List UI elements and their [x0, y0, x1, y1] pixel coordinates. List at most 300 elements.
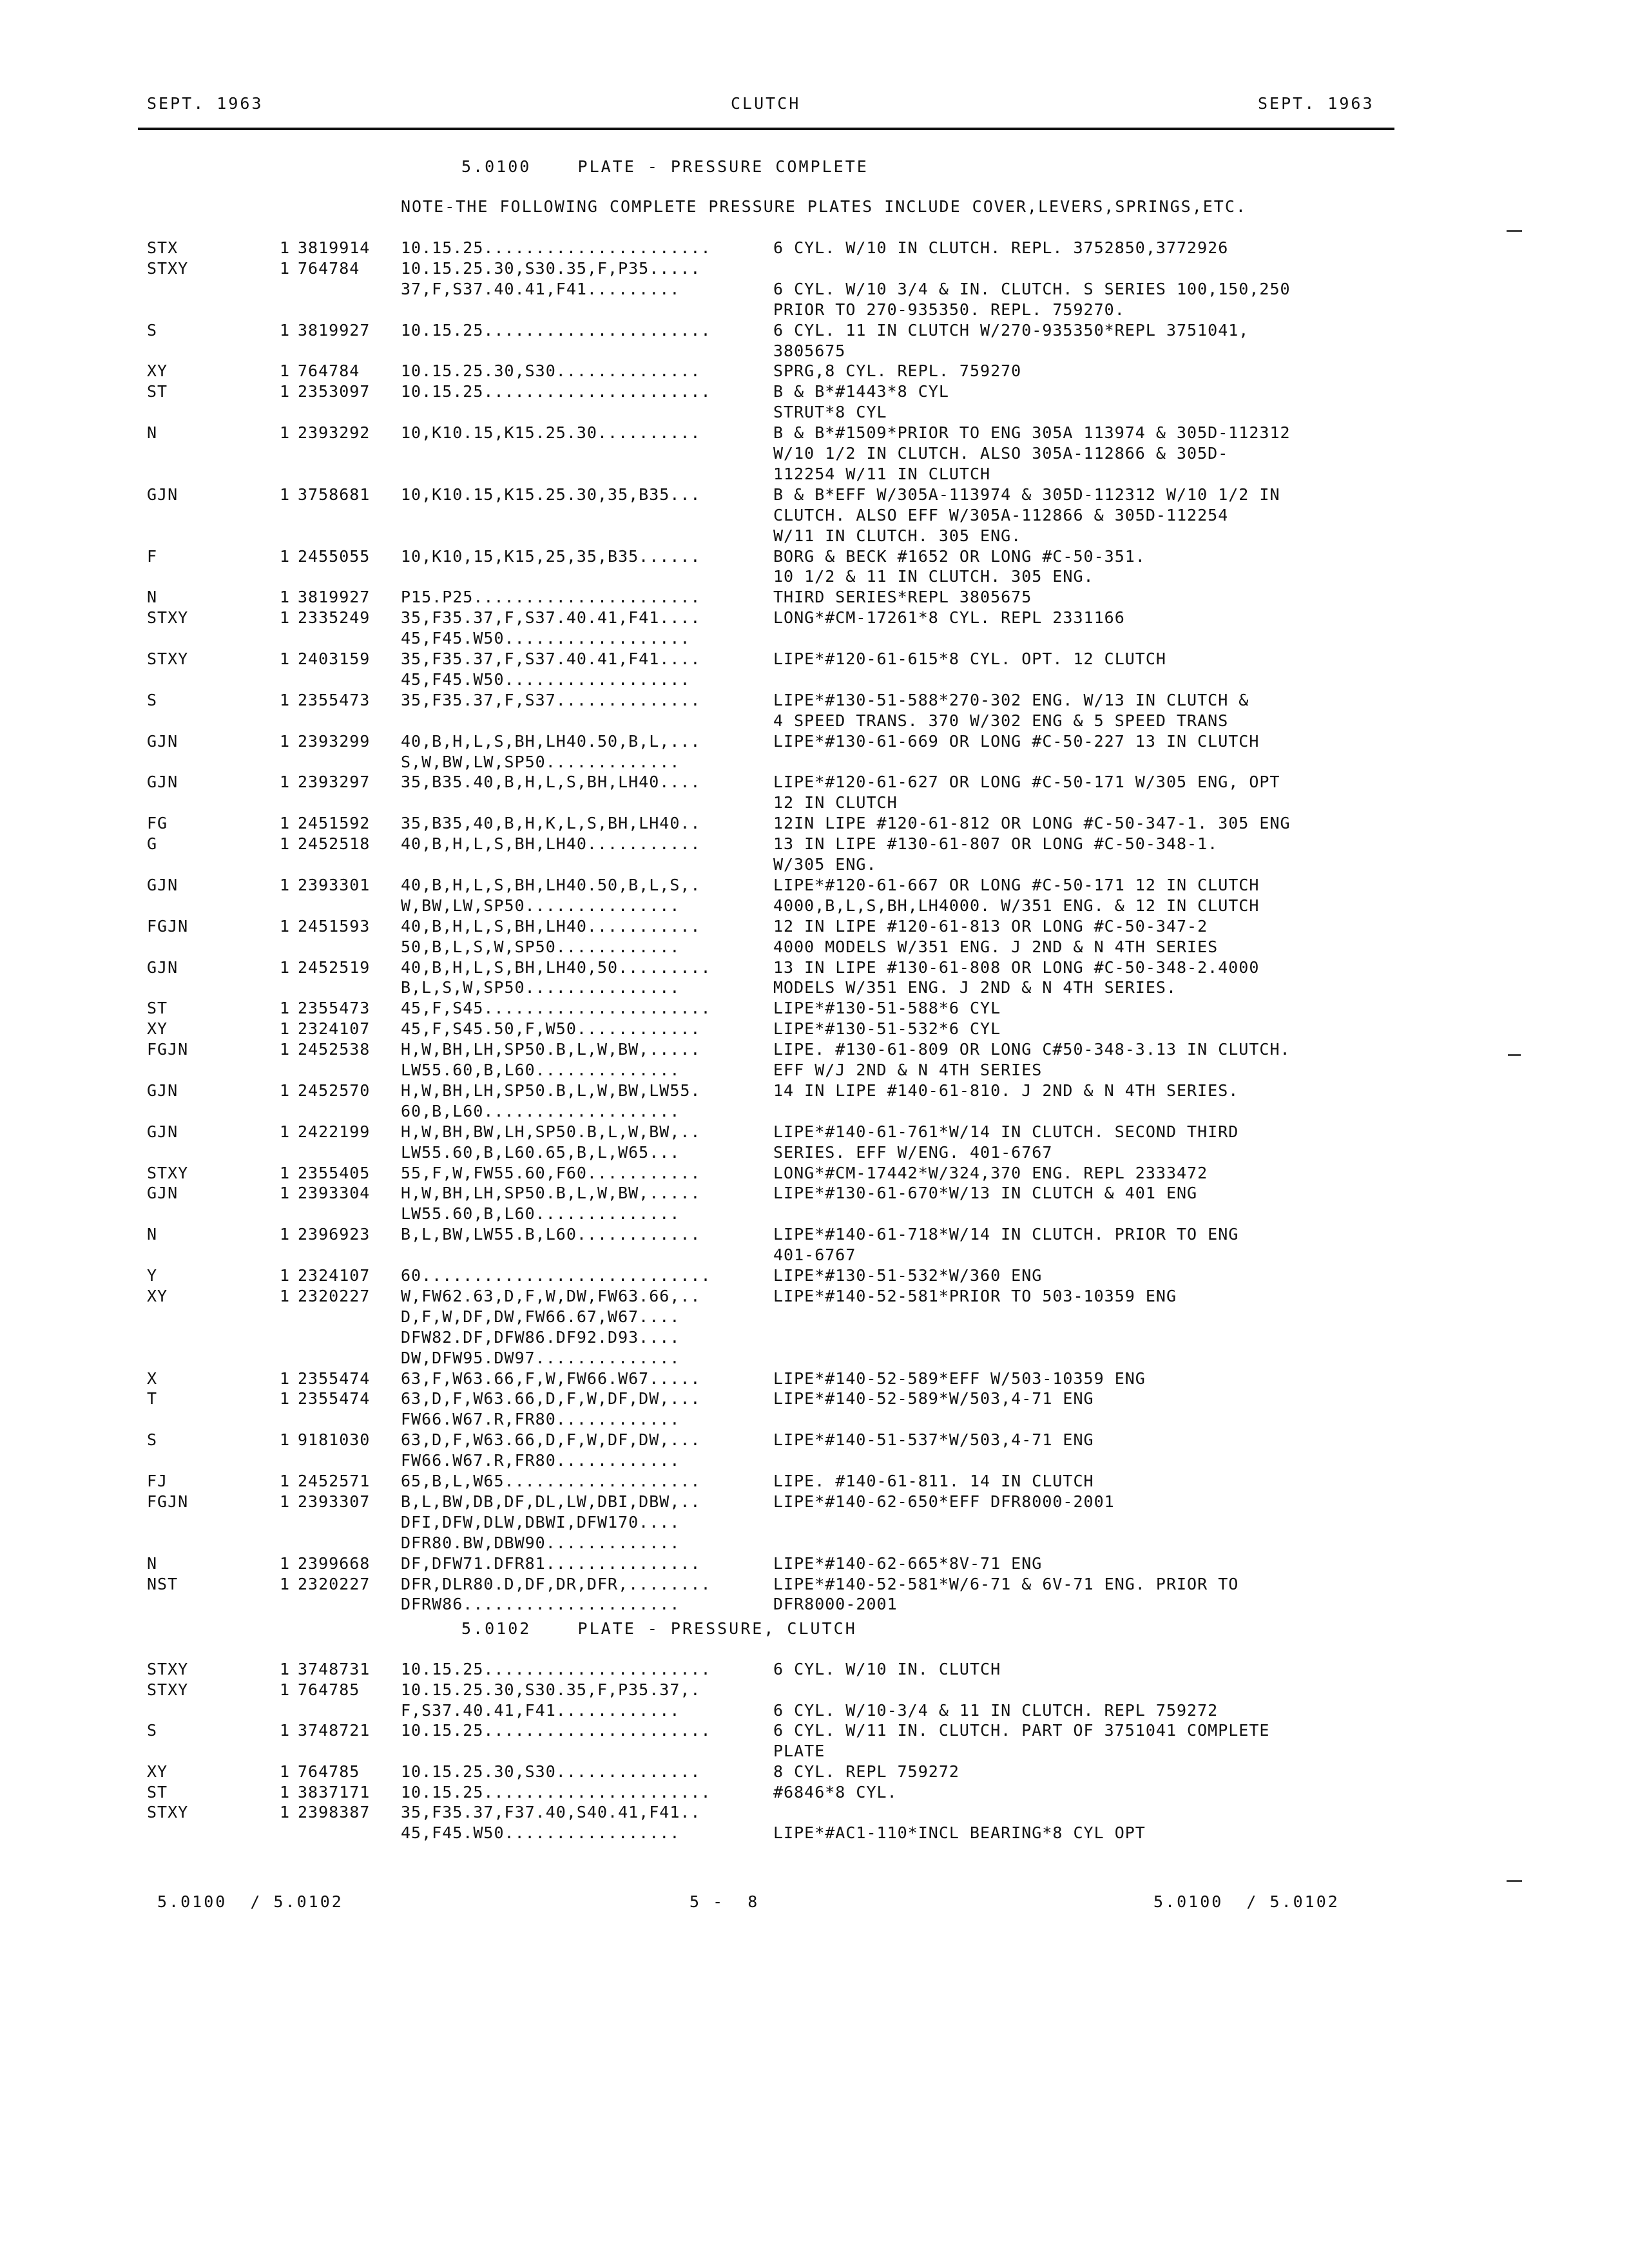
table-row	[0, 444, 1629, 465]
series-code: STXY	[147, 258, 189, 278]
description: 6 CYL. W/11 IN. CLUTCH. PART OF 3751041 COMPLETE	[773, 1721, 1270, 1740]
application: W,BW,LW,SP50...............	[401, 896, 680, 915]
series-code: XY	[147, 1286, 168, 1305]
quantity: 1	[280, 320, 291, 340]
part-number: 2393297	[298, 773, 371, 792]
margin-mark	[1507, 1880, 1522, 1882]
table-row	[0, 1823, 1629, 1844]
series-code: XY	[147, 1019, 168, 1039]
part-number: 2324107	[298, 1019, 371, 1039]
application: DFR80.BW,DBW90.............	[401, 1533, 680, 1552]
description: LONG*#CM-17442*W/324,370 ENG. REPL 2333472	[773, 1163, 1208, 1182]
application: 10.15.25......................	[401, 1721, 711, 1740]
application: 63,D,F,W63.66,D,F,W,DF,DW,...	[401, 1430, 701, 1450]
description: 6 CYL. W/10 3/4 & IN. CLUTCH. S SERIES 100,150,250	[773, 279, 1291, 298]
quantity: 1	[280, 1389, 291, 1408]
part-number: 2355474	[298, 1389, 371, 1408]
application: LW55.60,B,L60..............	[401, 1061, 680, 1079]
table-row	[0, 567, 1629, 588]
quantity: 1	[280, 1553, 291, 1573]
table-row	[0, 547, 1629, 568]
part-number: 3819927	[298, 588, 371, 607]
quantity: 1	[280, 731, 291, 751]
footer-section-right: 5.0100 / 5.0102	[1153, 1892, 1340, 1911]
description: 13 IN LIPE #130-61-808 OR LONG #C-50-348-2.4000	[773, 957, 1260, 977]
margin-mark	[1507, 230, 1522, 232]
application: 60,B,L60...................	[401, 1101, 680, 1120]
quantity: 1	[280, 649, 291, 668]
application: P15.P25......................	[401, 588, 701, 607]
series-code: STXY	[147, 608, 189, 628]
part-number: 764785	[298, 1762, 360, 1781]
description: EFF W/J 2ND & N 4TH SERIES	[773, 1061, 1043, 1079]
part-number: 2452518	[298, 834, 371, 854]
description: W/11 IN CLUTCH. 305 ENG.	[773, 526, 1022, 545]
table-row	[0, 1061, 1629, 1081]
table-row	[0, 1245, 1629, 1266]
description: LIPE*#140-52-589*EFF W/503-10359 ENG	[773, 1369, 1146, 1388]
table-row	[0, 1513, 1629, 1533]
quantity: 1	[280, 382, 291, 401]
description: STRUT*8 CYL	[773, 403, 887, 422]
footer-page-number: 5 - 8	[689, 1892, 760, 1911]
series-code: NST	[147, 1574, 178, 1593]
table-row	[0, 588, 1629, 608]
quantity: 1	[280, 834, 291, 854]
application: LW55.60,B,L60..............	[401, 1204, 680, 1224]
quantity: 1	[280, 1803, 291, 1822]
application: 45,F45.W50.................	[401, 1823, 680, 1842]
quantity: 1	[280, 1225, 291, 1244]
part-number: 2355405	[298, 1163, 371, 1182]
description: LIPE*#140-61-761*W/14 IN CLUTCH. SECOND THIRD	[773, 1122, 1239, 1141]
description: W/305 ENG.	[773, 855, 877, 874]
series-code: XY	[147, 361, 168, 381]
description: DFR8000-2001	[773, 1595, 898, 1614]
table-row	[0, 1742, 1629, 1762]
table-row	[0, 1122, 1629, 1143]
application: 40,B,H,L,S,BH,LH40.50,B,L,S,.	[401, 875, 701, 894]
table-row	[0, 465, 1629, 485]
part-number: 2452570	[298, 1081, 371, 1100]
table-row	[0, 1328, 1629, 1349]
table-row	[0, 711, 1629, 732]
application: DW,DFW95.DW97..............	[401, 1348, 680, 1367]
table-row	[0, 1389, 1629, 1410]
description: 13 IN LIPE #130-61-807 OR LONG #C-50-348-1.	[773, 834, 1219, 854]
description: LIPE*#130-51-532*6 CYL	[773, 1019, 1001, 1039]
quantity: 1	[280, 690, 291, 709]
application: H,W,BH,LH,SP50.B,L,W,BW,.....	[401, 1040, 701, 1059]
part-number: 2452519	[298, 957, 371, 977]
table-row	[0, 1472, 1629, 1492]
table-row	[0, 1143, 1629, 1164]
quantity: 1	[280, 1040, 291, 1059]
table-row	[0, 608, 1629, 629]
application: DFR,DLR80.D,DF,DR,DFR,........	[401, 1574, 711, 1593]
description: LIPE. #140-61-811. 14 IN CLUTCH	[773, 1472, 1094, 1490]
quantity: 1	[280, 1782, 291, 1802]
description: B & B*EFF W/305A-113974 & 305D-112312 W/10 1/2 IN	[773, 485, 1280, 504]
application: 35,B35,40,B,H,K,L,S,BH,LH40..	[401, 814, 701, 833]
quantity: 1	[280, 1081, 291, 1100]
series-code: ST	[147, 382, 168, 401]
series-code: GJN	[147, 957, 178, 977]
quantity: 1	[280, 238, 291, 257]
series-code: STXY	[147, 1680, 189, 1699]
quantity: 1	[280, 814, 291, 833]
series-code: X	[147, 1369, 158, 1388]
table-row	[0, 506, 1629, 526]
series-code: S	[147, 1721, 158, 1740]
application: LW55.60,B,L60.65,B,L,W65...	[401, 1142, 680, 1162]
description: LIPE*#130-51-588*270-302 ENG. W/13 IN CLUTCH &	[773, 690, 1249, 709]
application: 50,B,L,S,W,SP50............	[401, 937, 680, 956]
table-row	[0, 1783, 1629, 1803]
part-number: 2355473	[298, 690, 371, 709]
series-code: S	[147, 690, 158, 709]
description: 8 CYL. REPL 759272	[773, 1762, 959, 1781]
part-number: 2393307	[298, 1492, 371, 1511]
part-number: 2451593	[298, 916, 371, 936]
part-number: 2455055	[298, 546, 371, 566]
table-row	[0, 670, 1629, 691]
part-number: 764784	[298, 258, 360, 278]
application: B,L,BW,DB,DF,DL,LW,DBI,DBW,..	[401, 1492, 701, 1511]
quantity: 1	[280, 1019, 291, 1039]
table-row	[0, 1369, 1629, 1390]
part-number: 3837171	[298, 1782, 371, 1802]
table-row	[0, 937, 1629, 958]
application: 35,F35.37,F,S37..............	[401, 690, 701, 709]
part-number: 2393301	[298, 875, 371, 894]
part-number: 2355473	[298, 999, 371, 1018]
application: 40,B,H,L,S,BH,LH40.50,B,L,...	[401, 731, 701, 751]
description: LIPE*#140-62-650*EFF DFR8000-2001	[773, 1492, 1115, 1511]
quantity: 1	[280, 1762, 291, 1781]
quantity: 1	[280, 1184, 291, 1203]
description: CLUTCH. ALSO EFF W/305A-112866 & 305D-112254	[773, 505, 1229, 524]
description: LIPE*#140-61-718*W/14 IN CLUTCH. PRIOR TO ENG	[773, 1225, 1239, 1244]
description: LIPE*#140-51-537*W/503,4-71 ENG	[773, 1430, 1094, 1450]
table-row	[0, 1164, 1629, 1184]
table-row	[0, 1451, 1629, 1472]
application: DFW82.DF,DFW86.DF92.D93....	[401, 1327, 680, 1347]
application: 10.15.25......................	[401, 382, 711, 401]
quantity: 1	[280, 258, 291, 278]
description: MODELS W/351 ENG. J 2ND & N 4TH SERIES.	[773, 978, 1177, 997]
description: B & B*#1509*PRIOR TO ENG 305A 113974 & 305D-112312	[773, 423, 1291, 443]
table-row	[0, 1554, 1629, 1575]
part-number: 2451592	[298, 814, 371, 833]
part-number: 2393292	[298, 423, 371, 443]
part-number: 764785	[298, 1680, 360, 1699]
table-row	[0, 1680, 1629, 1701]
quantity: 1	[280, 1492, 291, 1511]
application: 65,B,L,W65...................	[401, 1472, 701, 1490]
description: LIPE*#130-61-669 OR LONG #C-50-227 13 IN CLUTCH	[773, 731, 1260, 751]
description: LIPE*#130-61-670*W/13 IN CLUTCH & 401 ENG	[773, 1184, 1198, 1203]
description: LIPE*#130-51-588*6 CYL	[773, 999, 1001, 1018]
application: 10,K10.15,K15.25.30,35,B35...	[401, 485, 701, 504]
series-code: G	[147, 834, 158, 854]
quantity: 1	[280, 1286, 291, 1305]
application: H,W,BH,BW,LH,SP50.B,L,W,BW,..	[401, 1122, 701, 1141]
part-number: 3748731	[298, 1660, 371, 1678]
table-row	[0, 732, 1629, 753]
description: LIPE*#120-61-615*8 CYL. OPT. 12 CLUTCH	[773, 649, 1166, 668]
application: 35,F35.37,F,S37.40.41,F41....	[401, 649, 701, 668]
application: 10.15.25......................	[401, 238, 711, 257]
application: FW66.W67.R,FR80............	[401, 1451, 680, 1470]
header-section-title: CLUTCH	[731, 94, 801, 113]
series-code: Y	[147, 1266, 158, 1285]
series-code: N	[147, 423, 158, 443]
series-code: GJN	[147, 485, 178, 504]
table-row	[0, 1533, 1629, 1554]
table-row	[0, 1225, 1629, 1245]
table-row	[0, 259, 1629, 280]
table-row	[0, 1102, 1629, 1122]
series-code: N	[147, 588, 158, 607]
description: 6 CYL. W/10-3/4 & 11 IN CLUTCH. REPL 759272	[773, 1700, 1219, 1720]
description: 12 IN CLUTCH	[773, 793, 898, 812]
series-code: FGJN	[147, 1040, 189, 1059]
table-row	[0, 1575, 1629, 1595]
series-code: N	[147, 1225, 158, 1244]
series-code: FGJN	[147, 1492, 189, 1511]
part-number: 2393304	[298, 1184, 371, 1203]
application: F,S37.40.41,F41............	[401, 1700, 680, 1720]
description: PLATE	[773, 1742, 825, 1760]
part-number: 2335249	[298, 608, 371, 628]
table-row	[0, 1307, 1629, 1328]
table-row	[0, 834, 1629, 855]
header-rule	[138, 128, 1394, 130]
series-code: T	[147, 1389, 158, 1408]
application: 35,F35.37,F,S37.40.41,F41....	[401, 608, 701, 628]
table-row	[0, 691, 1629, 711]
section-5-0102-title: 5.0102 PLATE - PRESSURE, CLUTCH	[461, 1619, 857, 1638]
section-5-0100-title: 5.0100 PLATE - PRESSURE COMPLETE	[461, 157, 869, 176]
application: 37,F,S37.40.41,F41.........	[401, 279, 680, 298]
part-number: 3748721	[298, 1721, 371, 1740]
table-row	[0, 649, 1629, 670]
quantity: 1	[280, 588, 291, 607]
series-code: N	[147, 1553, 158, 1573]
part-number: 2320227	[298, 1574, 371, 1593]
series-code: ST	[147, 1782, 168, 1802]
description: 14 IN LIPE #140-61-810. J 2ND & N 4TH SERIES.	[773, 1081, 1239, 1100]
table-row	[0, 793, 1629, 814]
description: THIRD SERIES*REPL 3805675	[773, 588, 1032, 607]
description: 401-6767	[773, 1245, 856, 1265]
table-row	[0, 958, 1629, 979]
table-row	[0, 1081, 1629, 1102]
table-row	[0, 1349, 1629, 1369]
description: LIPE. #130-61-809 OR LONG C#50-348-3.13 IN CLUTCH.	[773, 1040, 1291, 1059]
series-code: FJ	[147, 1472, 168, 1490]
quantity: 1	[280, 423, 291, 443]
quantity: 1	[280, 1266, 291, 1285]
quantity: 1	[280, 999, 291, 1018]
quantity: 1	[280, 875, 291, 894]
part-number: 2396923	[298, 1225, 371, 1244]
header-date-left: SEPT. 1963	[147, 94, 264, 113]
part-number: 3758681	[298, 485, 371, 504]
application: DFI,DFW,DLW,DBWI,DFW170....	[401, 1512, 680, 1532]
table-row	[0, 382, 1629, 403]
description: B & B*#1443*8 CYL	[773, 382, 949, 401]
application: 10.15.25.30,S30..............	[401, 361, 701, 381]
part-number: 3819927	[298, 320, 371, 340]
part-number: 764784	[298, 361, 360, 381]
part-number: 2320227	[298, 1286, 371, 1305]
application: FW66.W67.R,FR80............	[401, 1410, 680, 1429]
table-row	[0, 1803, 1629, 1823]
description: #6846*8 CYL.	[773, 1782, 898, 1802]
quantity: 1	[280, 361, 291, 381]
series-code: FG	[147, 814, 168, 833]
application: 63,D,F,W63.66,D,F,W,DF,DW,...	[401, 1389, 701, 1408]
table-row	[0, 280, 1629, 300]
description: LONG*#CM-17261*8 CYL. REPL 2331166	[773, 608, 1125, 628]
table-row	[0, 1266, 1629, 1287]
part-number: 3819914	[298, 238, 371, 257]
application: 63,F,W63.66,F,W,FW66.W67.....	[401, 1369, 701, 1388]
application: 45,F,S45.50,F,W50............	[401, 1019, 701, 1039]
series-code: STXY	[147, 1163, 189, 1182]
footer-section-left: 5.0100 / 5.0102	[157, 1892, 343, 1911]
series-code: XY	[147, 1762, 168, 1781]
table-row	[0, 1595, 1629, 1615]
quantity: 1	[280, 546, 291, 566]
application: 35,F35.37,F37.40,S40.41,F41..	[401, 1803, 701, 1822]
application: S,W,BW,LW,SP50.............	[401, 752, 680, 771]
series-code: GJN	[147, 731, 178, 751]
part-number: 2398387	[298, 1803, 371, 1822]
quantity: 1	[280, 1721, 291, 1740]
quantity: 1	[280, 1472, 291, 1490]
description: 4 SPEED TRANS. 370 W/302 ENG & 5 SPEED TRANS	[773, 711, 1229, 730]
description: SERIES. EFF W/ENG. 401-6767	[773, 1142, 1053, 1162]
part-number: 2399668	[298, 1553, 371, 1573]
quantity: 1	[280, 1660, 291, 1678]
table-row	[0, 896, 1629, 917]
table-row	[0, 1721, 1629, 1742]
application: 10.15.25.30,S30..............	[401, 1762, 701, 1781]
table-row	[0, 1204, 1629, 1225]
table-row	[0, 876, 1629, 896]
quantity: 1	[280, 1430, 291, 1450]
description: PRIOR TO 270-935350. REPL. 759270.	[773, 300, 1125, 319]
application: H,W,BH,LH,SP50.B,L,W,BW,.....	[401, 1184, 701, 1203]
application: 45,F45.W50..................	[401, 629, 691, 648]
application: 10,K10.15,K15.25.30..........	[401, 423, 701, 443]
application: 10.15.25......................	[401, 1782, 711, 1802]
series-code: GJN	[147, 1081, 178, 1100]
description: 12 IN LIPE #120-61-813 OR LONG #C-50-347-2	[773, 916, 1208, 936]
application: DF,DFW71.DFR81...............	[401, 1553, 701, 1573]
quantity: 1	[280, 485, 291, 504]
application: 40,B,H,L,S,BH,LH40...........	[401, 834, 701, 854]
header-date-right: SEPT. 1963	[1258, 94, 1374, 113]
application: B,L,BW,LW55.B,L60............	[401, 1225, 701, 1244]
table-row	[0, 1410, 1629, 1430]
table-row	[0, 423, 1629, 444]
table-row	[0, 526, 1629, 547]
table-row	[0, 999, 1629, 1019]
margin-mark	[1508, 1054, 1521, 1056]
part-number: 2393299	[298, 731, 371, 751]
quantity: 1	[280, 1122, 291, 1141]
description: 4000 MODELS W/351 ENG. J 2ND & N 4TH SERIES	[773, 937, 1219, 956]
table-row	[0, 814, 1629, 834]
table-row	[0, 1430, 1629, 1451]
series-code: ST	[147, 999, 168, 1018]
application: 45,F,S45......................	[401, 999, 711, 1018]
description: LIPE*#140-52-581*PRIOR TO 503-10359 ENG	[773, 1286, 1177, 1305]
table-row	[0, 1287, 1629, 1307]
part-number: 2324107	[298, 1266, 371, 1285]
series-code: GJN	[147, 1122, 178, 1141]
application: 10,K10,15,K15,25,35,B35......	[401, 546, 701, 566]
table-row	[0, 855, 1629, 876]
application: W,FW62.63,D,F,W,DW,FW63.66,..	[401, 1286, 701, 1305]
table-row	[0, 629, 1629, 649]
series-code: STXY	[147, 649, 189, 668]
description: SPRG,8 CYL. REPL. 759270	[773, 361, 1022, 381]
part-number: 9181030	[298, 1430, 371, 1450]
description: 6 CYL. W/10 IN. CLUTCH	[773, 1660, 1001, 1678]
application: 10.15.25.30,S30.35,F,P35.....	[401, 258, 701, 278]
table-row	[0, 403, 1629, 423]
table-row	[0, 1660, 1629, 1680]
section-5-0100-note: NOTE-THE FOLLOWING COMPLETE PRESSURE PLATES INCLUDE COVER,LEVERS,SPRINGS,ETC.	[401, 197, 1247, 216]
application: 60............................	[401, 1266, 711, 1285]
table-row	[0, 773, 1629, 793]
table-row	[0, 238, 1629, 259]
application: B,L,S,W,SP50...............	[401, 978, 680, 997]
application: DFRW86.....................	[401, 1595, 680, 1614]
series-code: STX	[147, 238, 178, 257]
description: W/10 1/2 IN CLUTCH. ALSO 305A-112866 & 305D-	[773, 444, 1229, 463]
description: 10 1/2 & 11 IN CLUTCH. 305 ENG.	[773, 567, 1094, 586]
series-code: S	[147, 320, 158, 340]
table-row	[0, 978, 1629, 999]
part-number: 2403159	[298, 649, 371, 668]
table-row	[0, 341, 1629, 362]
description: 3805675	[773, 341, 846, 360]
table-row	[0, 1184, 1629, 1204]
description: LIPE*#120-61-627 OR LONG #C-50-171 W/305 ENG, OPT	[773, 773, 1280, 792]
part-number: 2452571	[298, 1472, 371, 1490]
part-number: 2452538	[298, 1040, 371, 1059]
application: 40,B,H,L,S,BH,LH40,50.........	[401, 957, 711, 977]
table-row	[0, 1019, 1629, 1040]
description: LIPE*#120-61-667 OR LONG #C-50-171 12 IN CLUTCH	[773, 875, 1260, 894]
series-code: STXY	[147, 1803, 189, 1822]
table-row	[0, 321, 1629, 341]
part-number: 2422199	[298, 1122, 371, 1141]
series-code: F	[147, 546, 158, 566]
part-number: 2355474	[298, 1369, 371, 1388]
description: LIPE*#AC1-110*INCL BEARING*8 CYL OPT	[773, 1823, 1146, 1842]
series-code: GJN	[147, 1184, 178, 1203]
description: 4000,B,L,S,BH,LH4000. W/351 ENG. & 12 IN CLUTCH	[773, 896, 1260, 915]
quantity: 1	[280, 608, 291, 628]
table-row	[0, 1040, 1629, 1061]
